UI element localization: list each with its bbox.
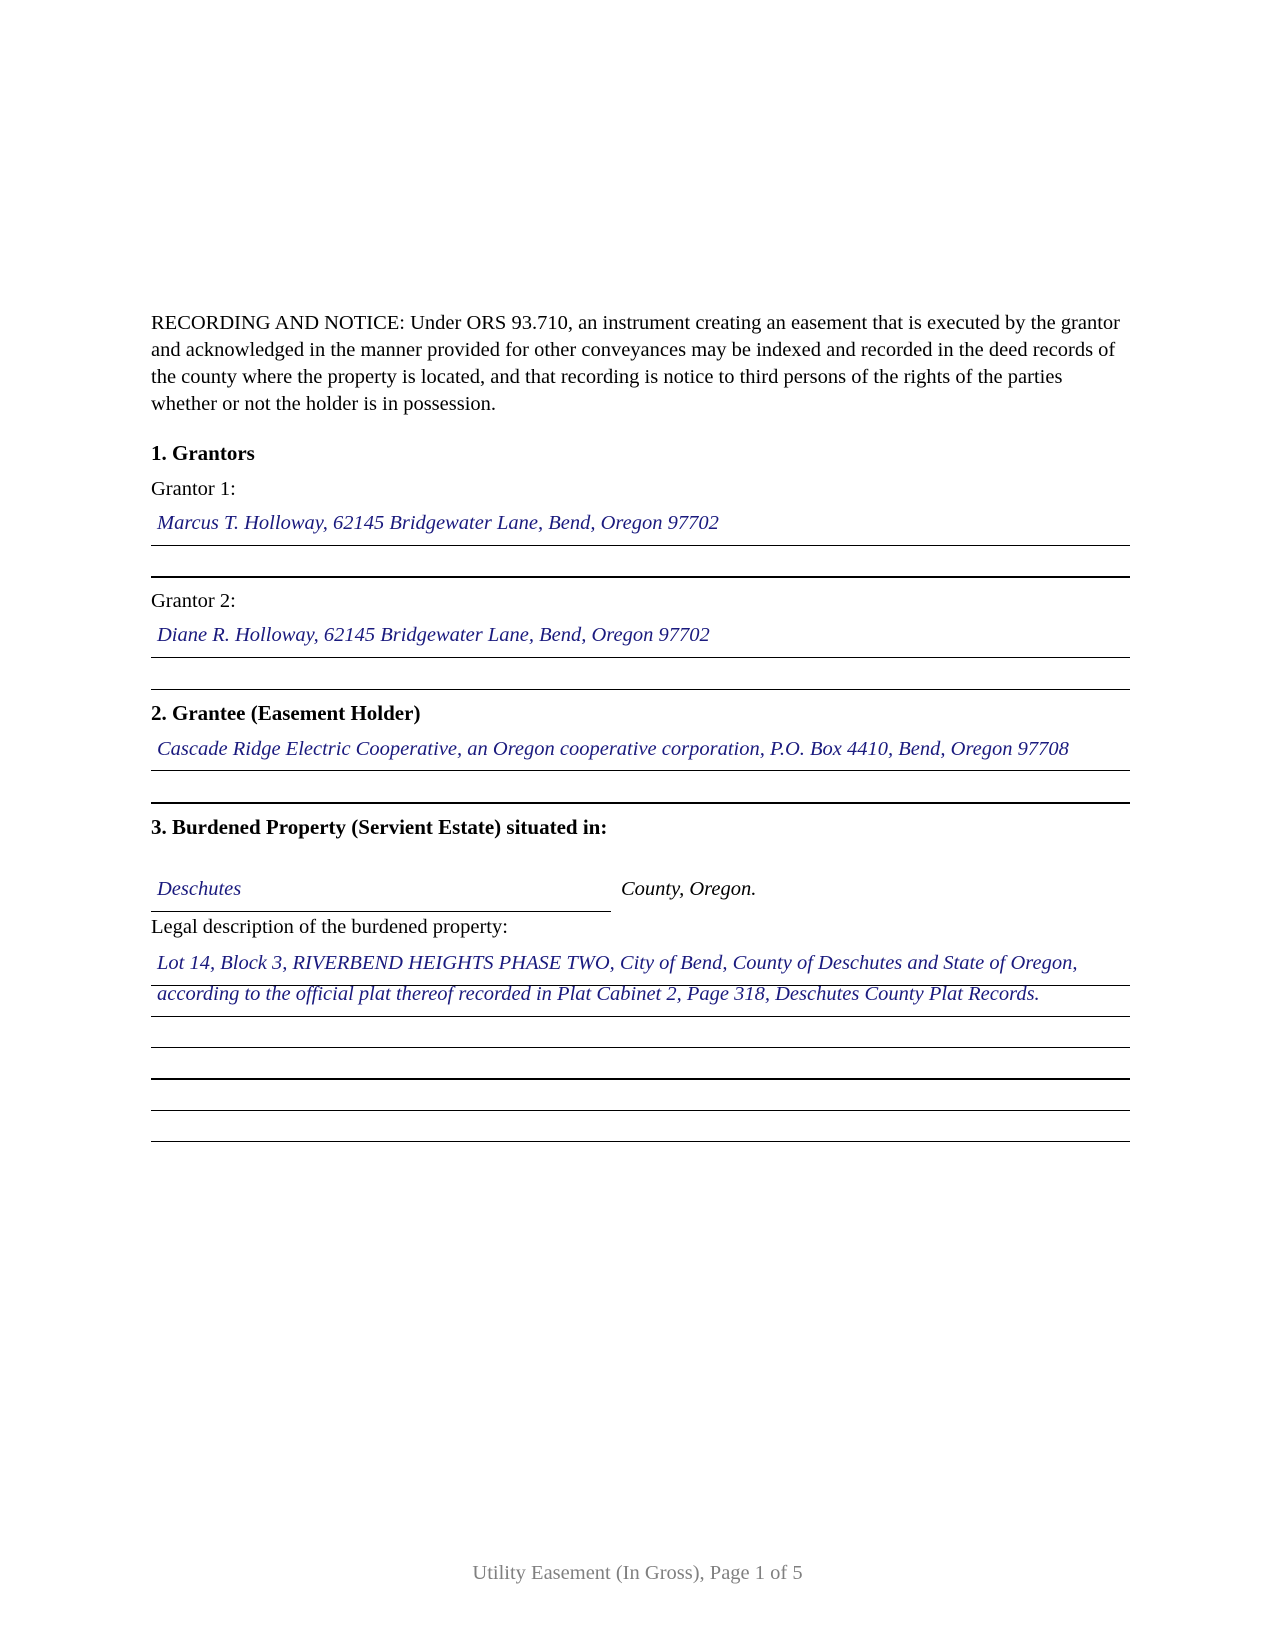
legal-rule-2 [151, 1016, 1130, 1017]
county-field[interactable]: Deschutes [157, 878, 242, 900]
property-heading: 3. Burdened Property (Servient Estate) situated in: [151, 815, 608, 839]
recording-notice: RECORDING AND NOTICE: Under ORS 93.710, an instrument creating an easement that is executed by the grantor and acknowledged in the manner provided for other conveyances may be indexed and recorded in the deed records of the county where the property is located, and that recording is notice to third persons of the rights of the parties whether or not the holder is in possession. [151, 312, 1120, 415]
grantee-field[interactable]: Cascade Ridge Electric Cooperative, an Oregon cooperative corporation, P.O. Box 4410, Bend, Oregon 97708 [157, 738, 1069, 760]
grantor-2-label: Grantor 2: [151, 590, 236, 612]
grantor-1-label: Grantor 1: [151, 478, 236, 500]
grantor-2-blank-line[interactable] [151, 689, 1130, 690]
grantor-2-field[interactable]: Diane R. Holloway, 62145 Bridgewater Lane, Bend, Oregon 97702 [157, 624, 710, 646]
grantor-1-line [151, 545, 1130, 546]
page-footer: Utility Easement (In Gross), Page 1 of 5 [472, 1562, 803, 1584]
grantor-1-field[interactable]: Marcus T. Holloway, 62145 Bridgewater Lane, Bend, Oregon 97702 [157, 512, 719, 534]
legal-rule-6[interactable] [151, 1141, 1130, 1142]
grantee-blank-line[interactable] [151, 802, 1130, 804]
grantee-line [151, 770, 1130, 771]
grantor-2-line [151, 657, 1130, 658]
grantors-heading: 1. Grantors [151, 441, 255, 465]
legal-description-line-2[interactable]: according to the official plat thereof recorded in Plat Cabinet 2, Page 318, Deschutes County Plat Records. [157, 983, 1040, 1005]
legal-rule-3[interactable] [151, 1047, 1130, 1048]
document-page [151, 0, 1130, 1650]
county-suffix: County, Oregon. [621, 878, 757, 900]
legal-rule-4[interactable] [151, 1078, 1130, 1080]
grantor-1-blank-line[interactable] [151, 576, 1130, 578]
legal-description-label: Legal description of the burdened property: [151, 916, 508, 938]
legal-rule-5[interactable] [151, 1110, 1130, 1111]
county-line [151, 911, 611, 912]
legal-description-line-1[interactable]: Lot 14, Block 3, RIVERBEND HEIGHTS PHASE TWO, City of Bend, County of Deschutes and State of Oregon, [157, 952, 1078, 974]
grantee-heading: 2. Grantee (Easement Holder) [151, 701, 421, 725]
